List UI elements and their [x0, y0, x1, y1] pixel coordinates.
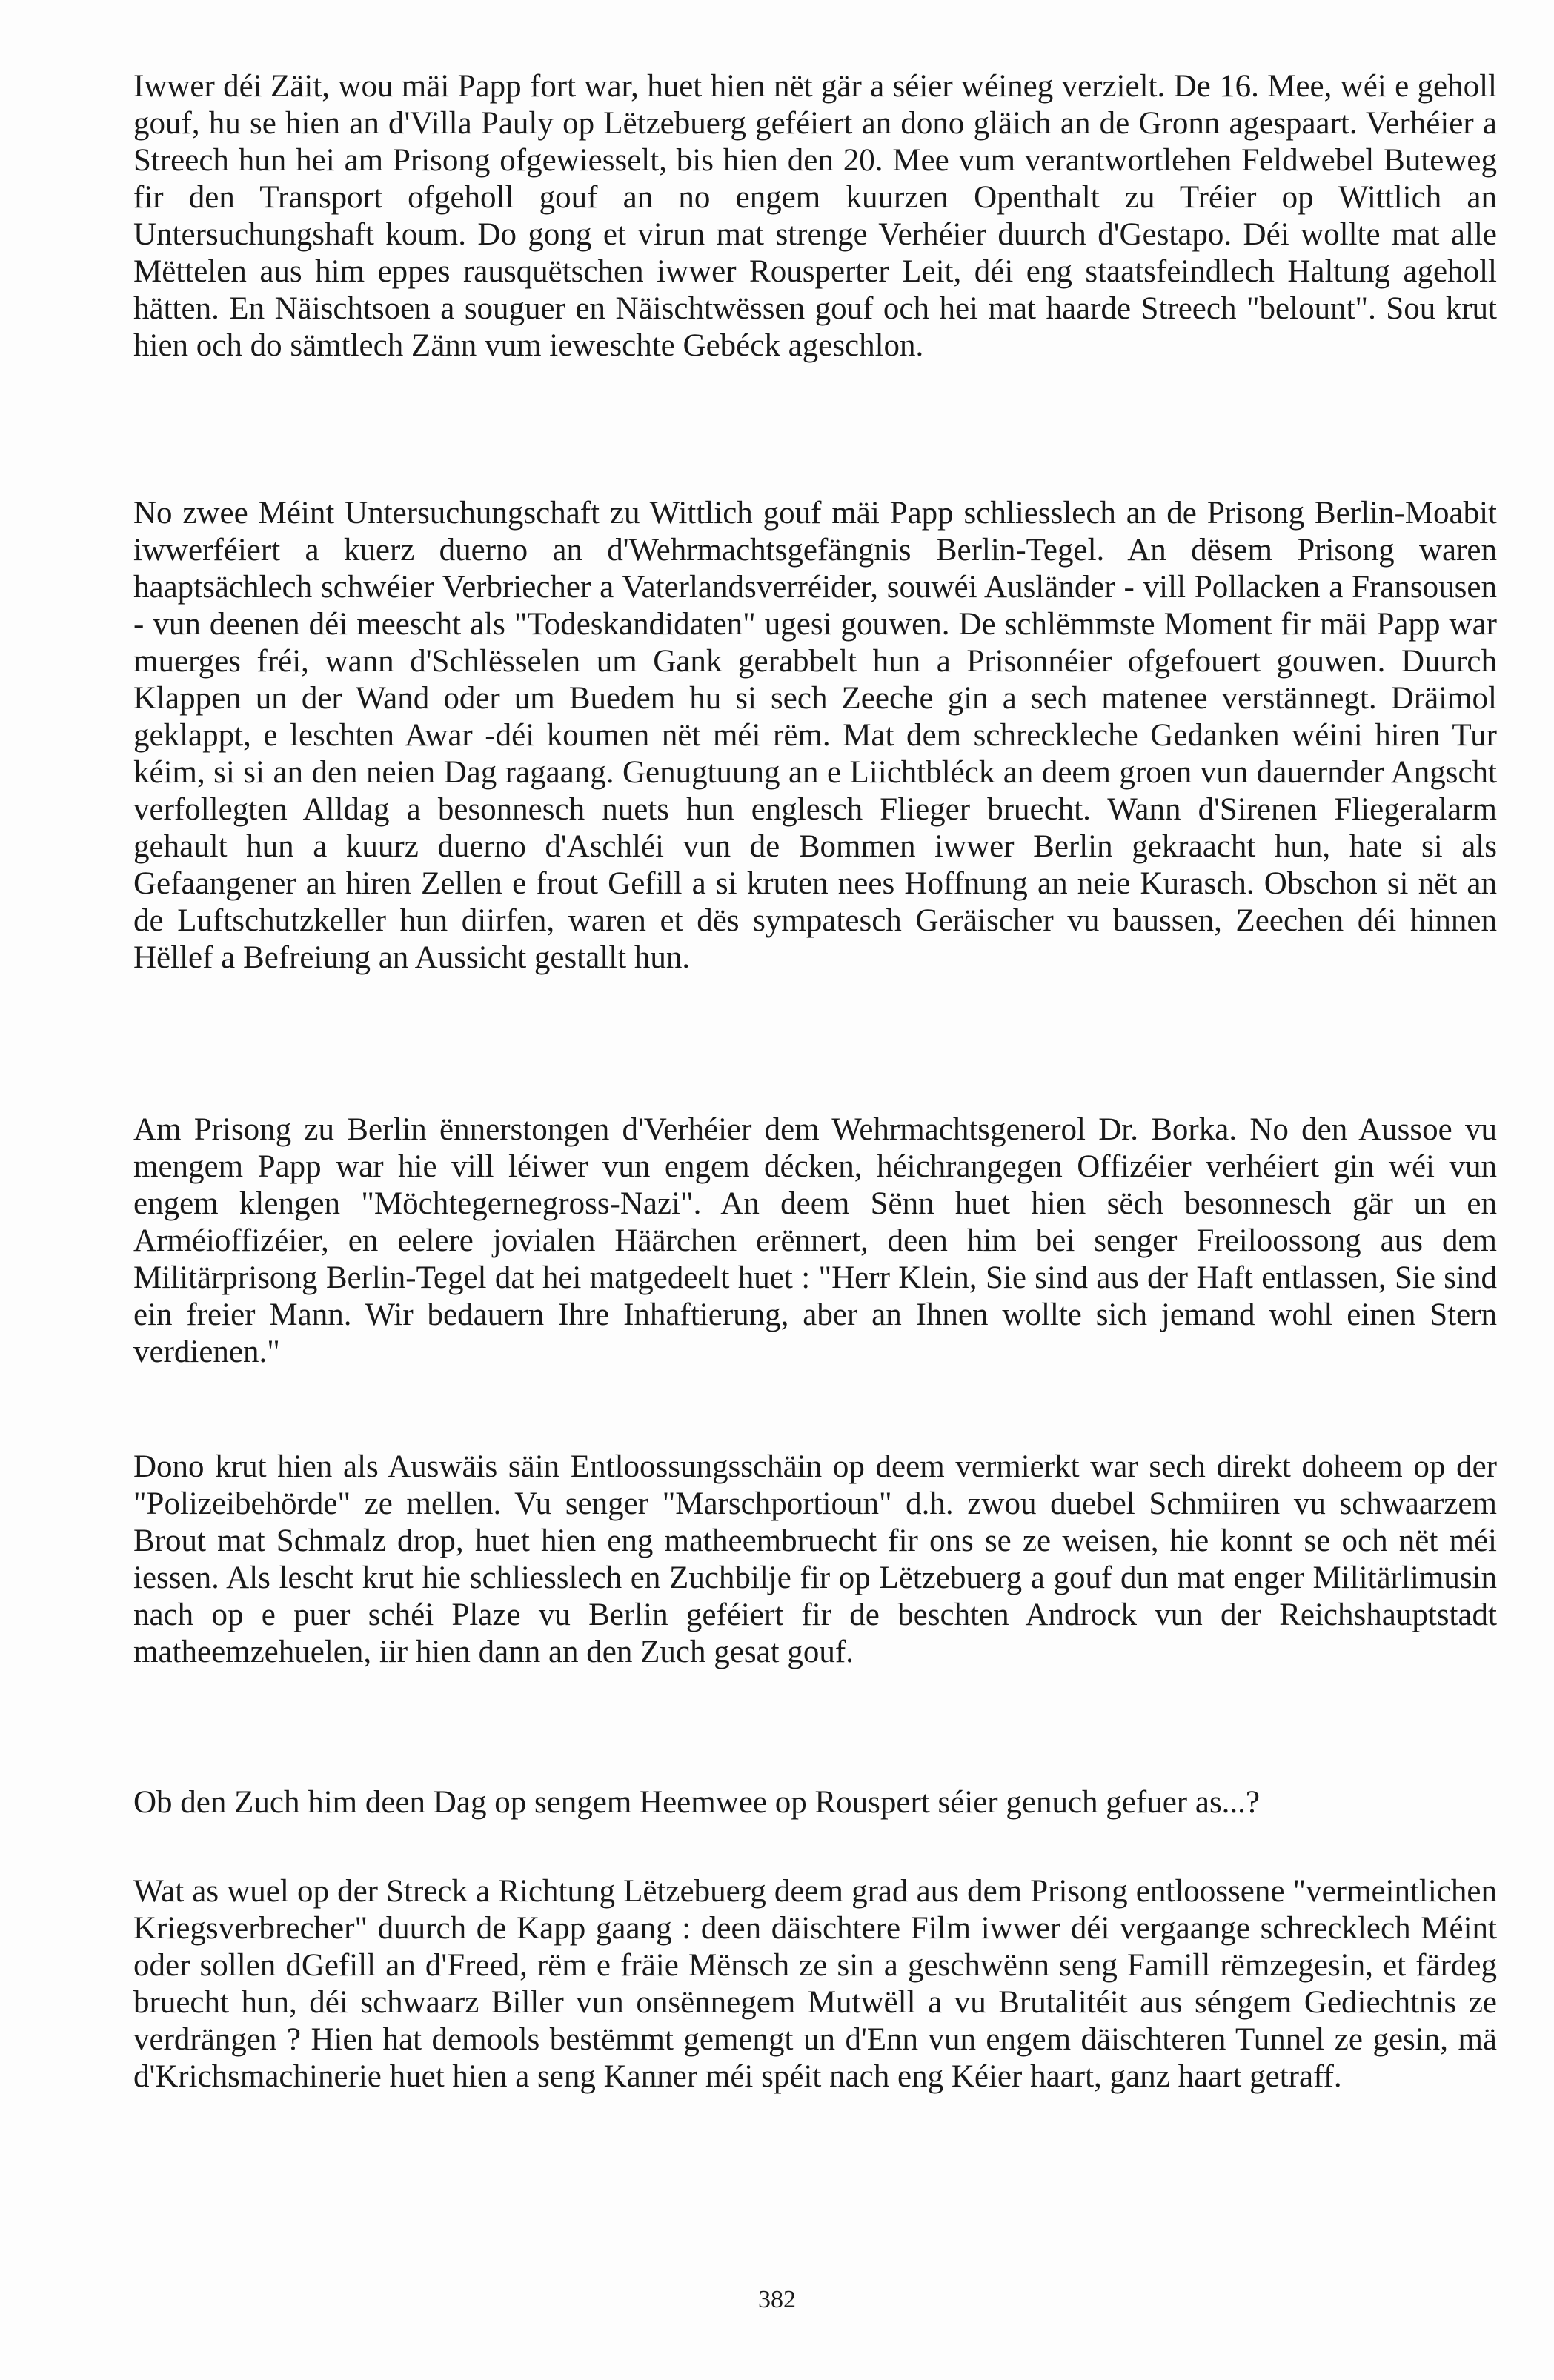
paragraph-2: No zwee Méint Untersuchungschaft zu Wittlich gouf mäi Papp schliesslech an de Prisong Berlin-Moabit iwwerféiert a kuerz duerno an d'Wehrmachtsgefängnis Berlin-Tegel. An dësem Prisong waren haaptsächlech schwéier Verbriecher a Vaterlandsverréider, souwéi Ausländer - vill Pollacken a Fransousen - vun deenen déi meescht als "Todeskandidaten" ugesi gouwen. De schlëmmste Moment fir mäi Papp war muerges fréi, wann d'Schlësselen um Gank gerabbelt hun a Prisonnéier ofgefouert gouwen. Duurch Klappen un der Wand oder um Buedem hu si sech Zeeche gin a sech matenee verstännegt. Dräimol geklappt, e leschten Awar -déi koumen nët méi rëm. Mat dem schreckleche Gedanken wéini hiren Tur kéim, si si an den neien Dag ragaang. Genugtuung an e Liichtbléck an deem groen vun dauernder Angscht verfollegten Alldag a besonnesch nuets hun englesch Flieger bruecht. Wann d'Sirenen Fliegeralarm gehault hun a kuurz duerno d'Aschléi vun de Bommen iwwer Berlin gekraacht hun, hate si als Gefaangener an hiren Zellen e frout Gefill a si kruten nees Hoffnung an neie Kurasch. Obschon si nët an de Luftschutzkeller hun diirfen, waren et dës sympatesch Geräischer vu baussen, Zeechen déi hinnen Hëllef a Befreiung an Aussicht gestallt hun.	[133, 496, 1497, 975]
paragraph-6: Wat as wuel op der Streck a Richtung Lëtzebuerg deem grad aus dem Prisong entloossene "vermeintlichen Kriegsverbrecher" duurch de Kapp gaang : deen däischtere Film iwwer déi vergaange schrecklech Méint oder sollen dGefill an d'Freed, rëm e fräie Mënsch ze sin a geschwënn seng Famill rëmzegesin, et färdeg bruecht hun, déi schwaarz Biller vun onsënnegem Mutwëll a vu Brutalitéit aus séngem Gediechtnis ze verdrängen ? Hien hat demools bestëmmt gemengt un d'Enn vun engem däischteren Tunnel ze gesin, mä d'Krichsmachinerie huet hien a seng Kanner méi spéit nach eng Kéier haart, ganz haart getraff.	[133, 1874, 1497, 2094]
paragraph-5: Ob den Zuch him deen Dag op sengem Heemwee op Rouspert séier genuch gefuer as...?	[133, 1785, 1261, 1820]
paragraph-1: Iwwer déi Zäit, wou mäi Papp fort war, huet hien nët gär a séier wéineg verzielt. De 16. Mee, wéi e geholl gouf, hu se hien an d'Villa Pauly op Lëtzebuerg geféiert an dono gläich an de Gronn agespaart. Verhéier a Streech hun hei am Prisong ofgewiesselt, bis hien den 20. Mee vum verantwortlehen Feldwebel Buteweg fir den Transport ofgeholl gouf an no engem kuurzen Openthalt zu Tréier op Wittlich an Untersuchungshaft koum. Do gong et virun mat strenge Verhéier duurch d'Gestapo. Déi wollte mat alle Mëttelen aus him eppes rausquëtschen iwwer Rousperter Leit, déi eng staatsfeindlech Haltung ageholl hätten. En Näischtsoen a souguer en Näischtwëssen gouf och hei mat haarde Streech "belount". Sou krut hien och do sämtlech Zänn vum ieweschte Gebéck ageschlon.	[133, 69, 1497, 363]
paragraph-4: Dono krut hien als Auswäis säin Entloossungsschäin op deem vermierkt war sech direkt doheem op der "Polizeibehörde" ze mellen. Vu senger "Marschportioun" d.h. zwou duebel Schmiiren vu schwaarzem Brout mat Schmalz drop, huet hien eng matheembruecht fir ons se ze weisen, hie konnt se och nët méi iessen. Als lescht krut hie schliesslech en Zuchbilje fir op Lëtzebuerg a gouf dun mat enger Militärlimusin nach op e puer schéi Plaze vu Berlin geféiert fir de beschten Androck vun der Reichshauptstadt matheemzehuelen, iir hien dann an den Zuch gesat gouf.	[133, 1449, 1497, 1669]
page-number: 382	[758, 2286, 796, 2313]
paragraph-3: Am Prisong zu Berlin ënnerstongen d'Verhéier dem Wehrmachtsgenerol Dr. Borka. No den Aussoe vu mengem Papp war hie vill léiwer vun engem décken, héichrangegen Offizéier verhéiert gin wéi vun engem klengen "Möchtegernegross-Nazi". An deem Sënn huet hien sëch besonnesch gär un en Arméioffizéier, en eelere jovialen Häärchen erënnert, deen him bei senger Freiloossong aus dem Militärprisong Berlin-Tegel dat hei matgedeelt huet : "Herr Klein, Sie sind aus der Haft entlassen, Sie sind ein freier Mann. Wir bedauern Ihre Inhaftierung, aber an Ihnen wollte sich jemand wohl einen Stern verdienen."	[133, 1112, 1497, 1369]
